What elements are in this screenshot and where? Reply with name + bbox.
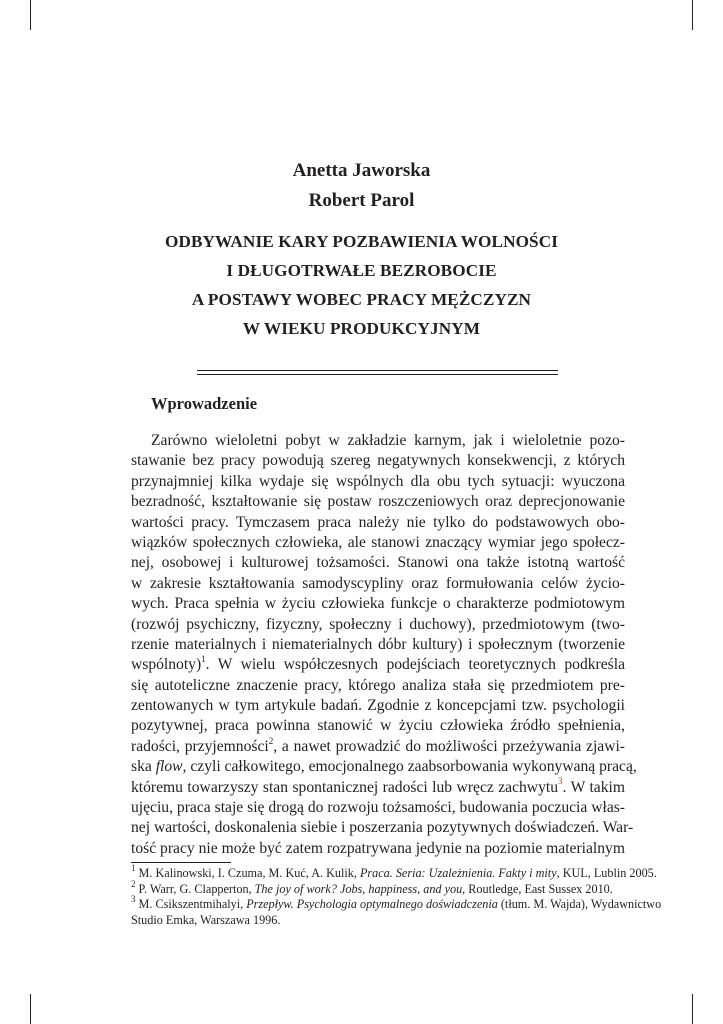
footnote-ref[interactable]: 3 <box>558 776 563 787</box>
footnotes <box>131 862 662 928</box>
authors-block <box>0 156 723 216</box>
footnote-text: M. Csikszentmihalyi, <box>135 897 247 912</box>
body-segment: , czyli całkowitego, emocjonalnego zaabsorbowania wykonywaną pracą, <box>182 758 637 776</box>
body-segment: . W wielu współczesnych podejściach teoretycznych podkreśla <box>205 656 625 674</box>
footnote-italic-title: Przepływ. Psychologia optymalnego doświadczenia <box>246 897 498 912</box>
body-line: pozytywnej, praca powinna stanowić w życiu człowieka źródło spełnienia, <box>131 717 625 735</box>
body-line: stawanie bez pracy powodują szereg negatywnych konsekwencji, z których <box>131 452 625 470</box>
body-line <box>131 778 625 798</box>
author-name: Robert Parol <box>308 190 415 211</box>
footnote-text: (tłum. M. Wajda), Wydawnictwo <box>497 897 662 912</box>
body-line: nej wartości, doskonalenia siebie i poszerzania pozytywnych doświadczeń. War- <box>131 819 634 837</box>
body-line: wartości pracy. Tymczasem praca należy nie tylko do podstawowych obo- <box>131 513 625 531</box>
body-segment: któremu towarzyszy stan spontanicznej radości lub wręcz zachwytu <box>131 778 558 796</box>
body-segment: . W takim <box>562 778 625 796</box>
body-line: bezradność, kształtowanie się postaw roszczeniowych oraz deprecjonowanie <box>131 493 625 511</box>
italic-term: flow <box>155 758 183 776</box>
body-line: wiązków społecznych człowieka, ale stanowi znaczący wymiar jego społecz- <box>131 533 625 551</box>
footnote-italic-title: Praca. Seria: Uzależnienia. Fakty i mity <box>359 866 557 880</box>
footnote-separator <box>131 862 231 863</box>
footnote-1 <box>131 862 657 882</box>
body-line: wych. Praca spełnia w życiu człowieka funkcje o charakterze podmiotowym <box>131 595 625 613</box>
footnote-number: 1 <box>131 862 136 873</box>
body-line <box>131 757 637 777</box>
body-text <box>131 431 637 859</box>
crop-mark-top-right <box>692 0 693 30</box>
crop-mark-bottom-right <box>692 994 693 1024</box>
body-line: nej, osobowej i kulturowej tożsamości. Stanowi ona także istotną wartość <box>131 554 625 572</box>
author-name: Anetta Jaworska <box>292 160 431 181</box>
body-line: rzenie materialnych i niematerialnych dóbr kultury) i społecznym (tworzenie <box>131 635 625 653</box>
body-line: (rozwój psychiczny, fizyczny, społeczny i duchowy), przedmiotowym (two- <box>131 615 625 633</box>
body-line <box>131 737 625 757</box>
body-line: zentowanych w tym artykule badań. Zgodnie z koncepcjami tzw. psychologii <box>131 697 625 715</box>
body-line: Zarówno wieloletni pobyt w zakładzie karnym, jak i wieloletnie pozo- <box>151 432 625 449</box>
footnote-text: M. Kalinowski, I. Czuma, M. Kuć, A. Kulik, <box>135 866 360 880</box>
title-line: ODBYWANIE KARY POZBAWIENIA WOLNOŚCI <box>164 232 559 251</box>
article-title <box>0 227 723 343</box>
footnote-2 <box>131 878 625 898</box>
footnote-3-continued: Studio Emka, Warszawa 1996. <box>131 912 281 927</box>
footnote-ref[interactable]: 2 <box>268 735 274 746</box>
body-segment: ska <box>131 758 156 776</box>
footnote-italic-title: The joy of work? Jobs, happiness, and you, <box>254 881 466 896</box>
title-divider-rule <box>197 370 558 371</box>
footnote-number: 2 <box>131 878 136 889</box>
body-line: przynajmniej kilka wydaje się wspólnych dla obu tych sytuacji: wyuczona <box>131 472 625 490</box>
footnote-text: Routledge, East Sussex 2010. <box>465 881 613 896</box>
crop-mark-top-left <box>30 0 31 30</box>
title-line: I DŁUGOTRWAŁE BEZROBOCIE <box>226 261 497 280</box>
title-divider-rule <box>197 374 558 375</box>
body-line: w zakresie kształtowania samodyscypliny oraz formułowania celów życio- <box>131 574 625 592</box>
body-segment: , a nawet prowadzić do możliwości przeżywania zjawi- <box>273 737 625 755</box>
body-segment: wspólnoty) <box>131 656 202 674</box>
footnote-text: , KUL, Lublin 2005. <box>556 866 657 880</box>
footnote-ref[interactable]: 1 <box>201 654 206 665</box>
crop-mark-bottom-left <box>30 994 31 1024</box>
title-line: W WIEKU PRODUKCYJNYM <box>242 319 481 338</box>
body-line: się autoteliczne znaczenie pracy, którego analiza stała się przedmiotem pre- <box>131 676 625 694</box>
title-line: A POSTAWY WOBEC PRACY MĘŻCZYZN <box>191 290 532 309</box>
body-segment: radości, przyjemności <box>131 737 269 755</box>
footnote-text: P. Warr, G. Clapperton, <box>135 881 255 896</box>
body-line <box>131 655 625 675</box>
footnote-3 <box>131 894 662 913</box>
footnote-number: 3 <box>131 894 136 905</box>
body-line: ujęciu, praca staje się drogą do rozwoju tożsamości, budowania poczucia włas- <box>131 799 625 817</box>
section-heading: Wprowadzenie <box>151 394 258 413</box>
body-line: tość pracy nie może być zatem rozpatrywana jedynie na poziomie materialnym <box>131 839 625 857</box>
